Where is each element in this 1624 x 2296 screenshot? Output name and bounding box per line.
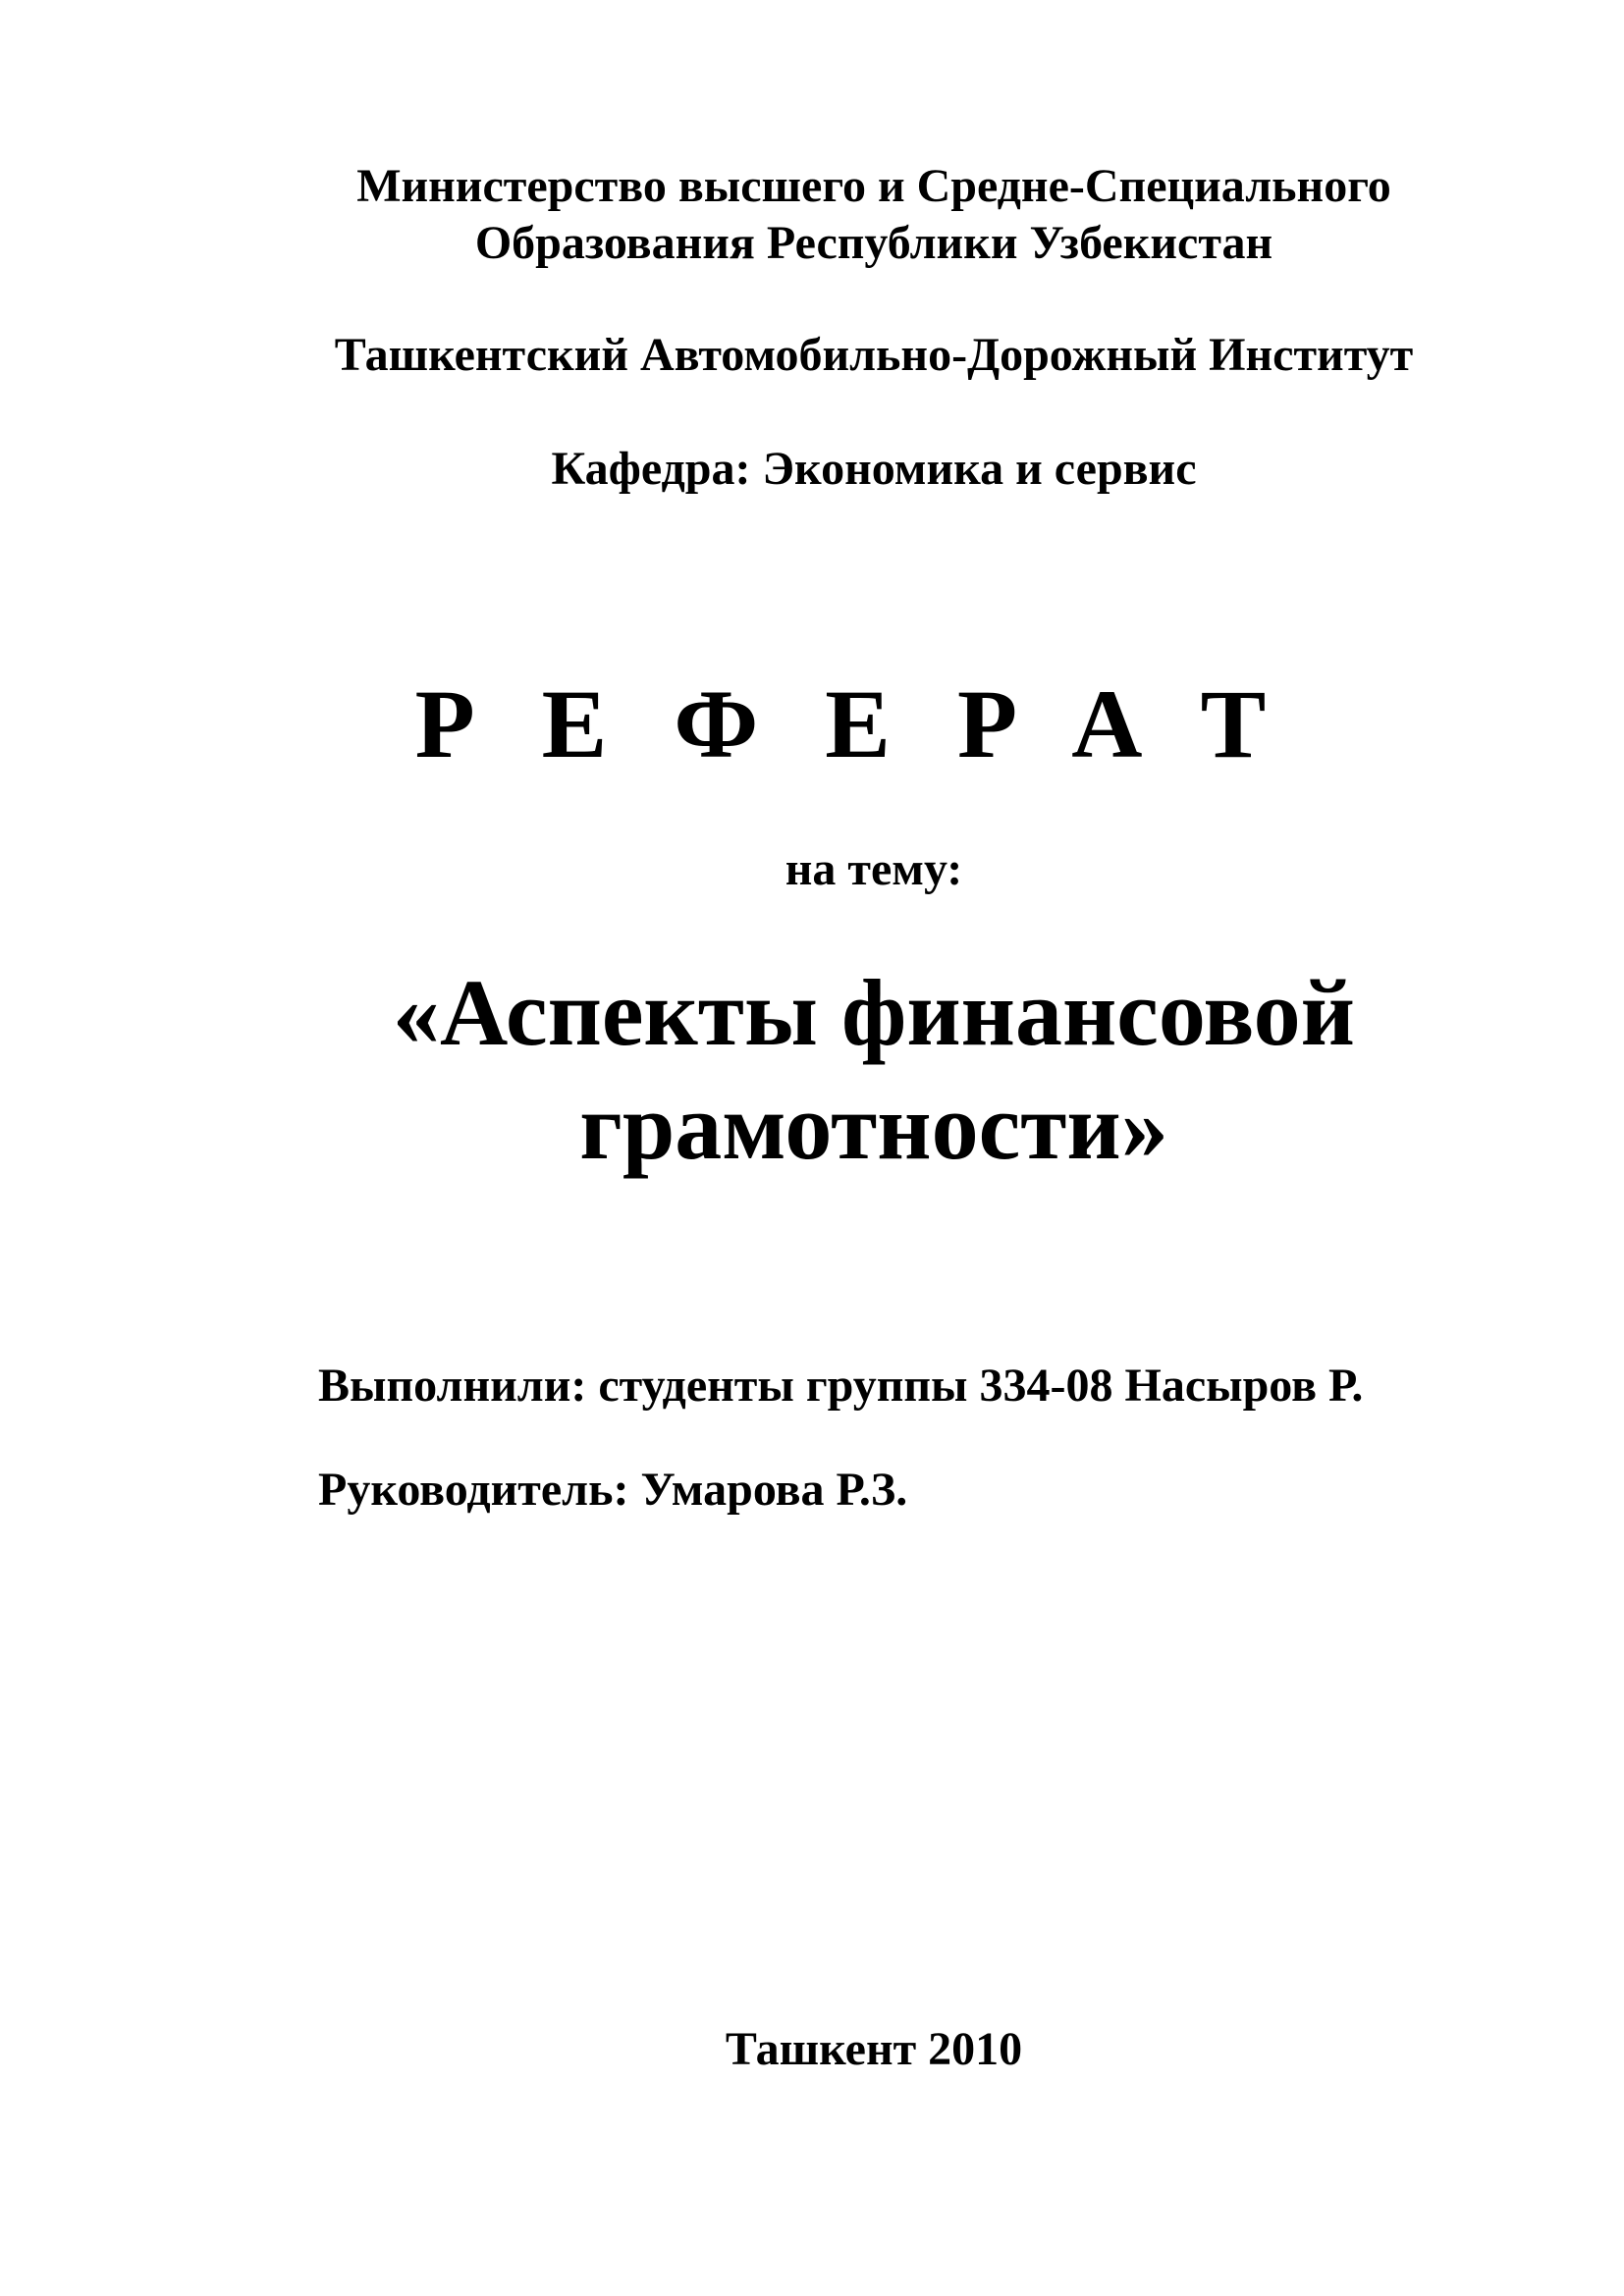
topic-title-line-1: «Аспекты финансовой — [393, 960, 1355, 1065]
ministry-name-line-2: Образования Республики Узбекистан — [474, 217, 1273, 269]
ministry-name-line-1: Министерство высшего и Средне-Специального — [356, 160, 1391, 212]
topic-title-line-2: грамотности» — [579, 1074, 1168, 1179]
topic-lead-in: на тему: — [785, 843, 963, 895]
institute-name: Ташкентский Автомобильно-Дорожный Институт — [334, 329, 1414, 381]
supervisor-line: Руководитель: Умарова Р.З. — [318, 1464, 908, 1516]
department-name: Кафедра: Экономика и сервис — [551, 443, 1197, 495]
performers-line: Выполнили: студенты группы 334-08 Насыров Р. — [318, 1360, 1364, 1412]
city-and-year: Ташкент 2010 — [725, 2023, 1023, 2075]
document-type-heading: РЕФЕРАТ — [414, 669, 1333, 778]
